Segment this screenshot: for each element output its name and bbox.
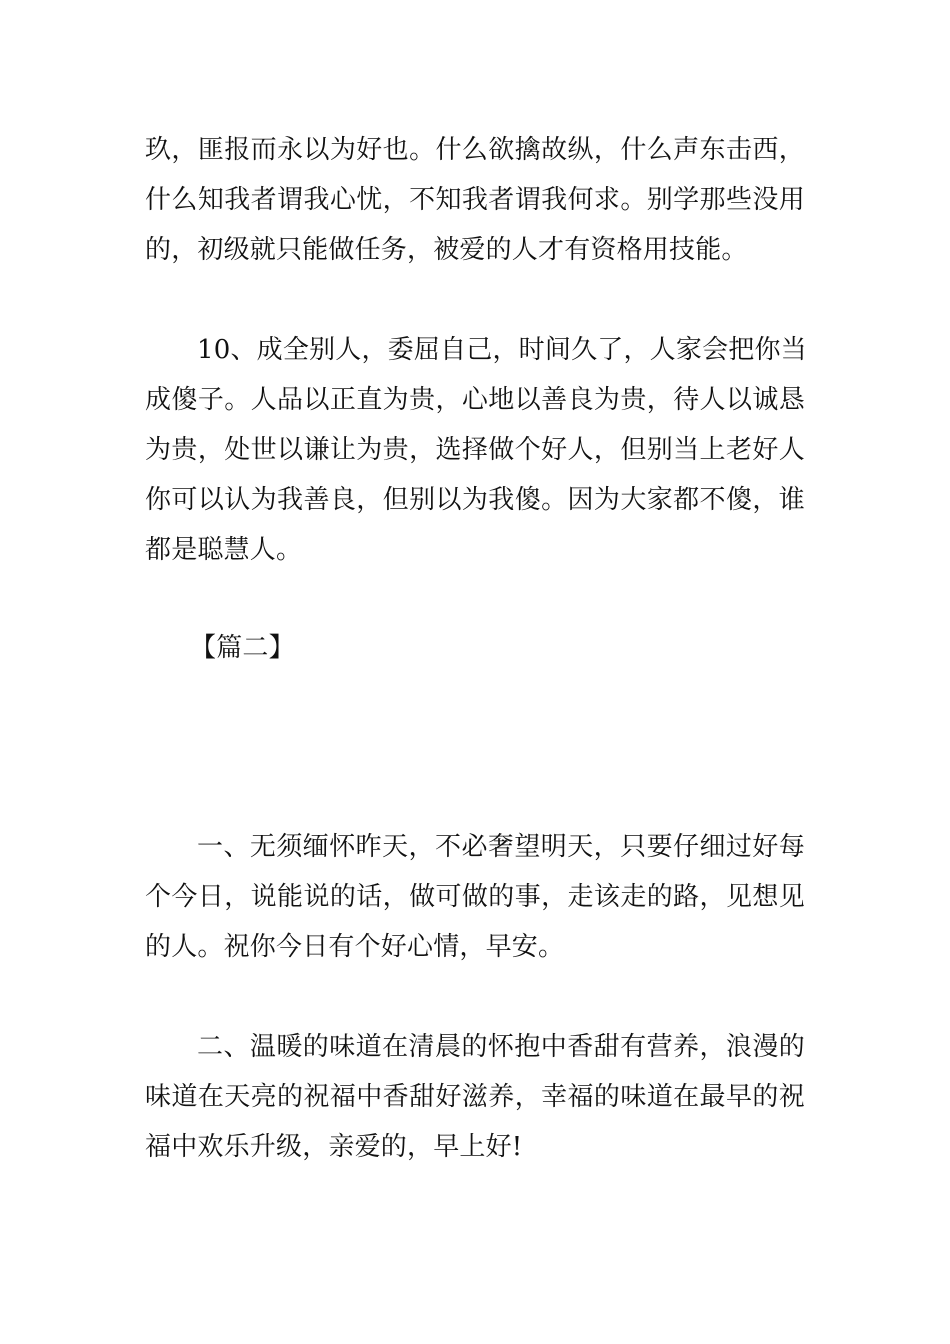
- paragraph-line: 福中欢乐升级，亲爱的，早上好!: [145, 1132, 523, 1162]
- paragraph-line: 什么知我者谓我心忧，不知我者谓我何求。别学那些没用: [145, 185, 805, 215]
- paragraph-line: 味道在天亮的祝福中香甜好滋养，幸福的味道在最早的祝: [145, 1082, 805, 1112]
- paragraph-line: 你可以认为我善良，但别以为我傻。因为大家都不傻，谁: [145, 485, 805, 515]
- paragraph-line: 个今日，说能说的话，做可做的事，走该走的路，见想见: [145, 882, 805, 912]
- paragraph-line: 都是聪慧人。: [145, 535, 303, 565]
- paragraph-line: 的，初级就只能做任务，被爱的人才有资格用技能。: [145, 235, 748, 265]
- paragraph-line: 10、成全别人，委屈自己，时间久了，人家会把你当: [197, 335, 807, 365]
- paragraph-line: 一、无须缅怀昨天，不必奢望明天，只要仔细过好每: [197, 832, 805, 862]
- paragraph-line: 玖，匪报而永以为好也。什么欲擒故纵，什么声东击西，: [145, 135, 805, 165]
- paragraph-line: 成傻子。人品以正直为贵，心地以善良为贵，待人以诚恳: [145, 385, 805, 415]
- paragraph-line: 的人。祝你今日有个好心情，早安。: [145, 932, 565, 962]
- section-heading: 【篇二】: [190, 633, 295, 663]
- paragraph-line: 为贵，处世以谦让为贵，选择做个好人，但别当上老好人: [145, 435, 805, 465]
- paragraph-line: 二、温暖的味道在清晨的怀抱中香甜有营养，浪漫的: [197, 1032, 805, 1062]
